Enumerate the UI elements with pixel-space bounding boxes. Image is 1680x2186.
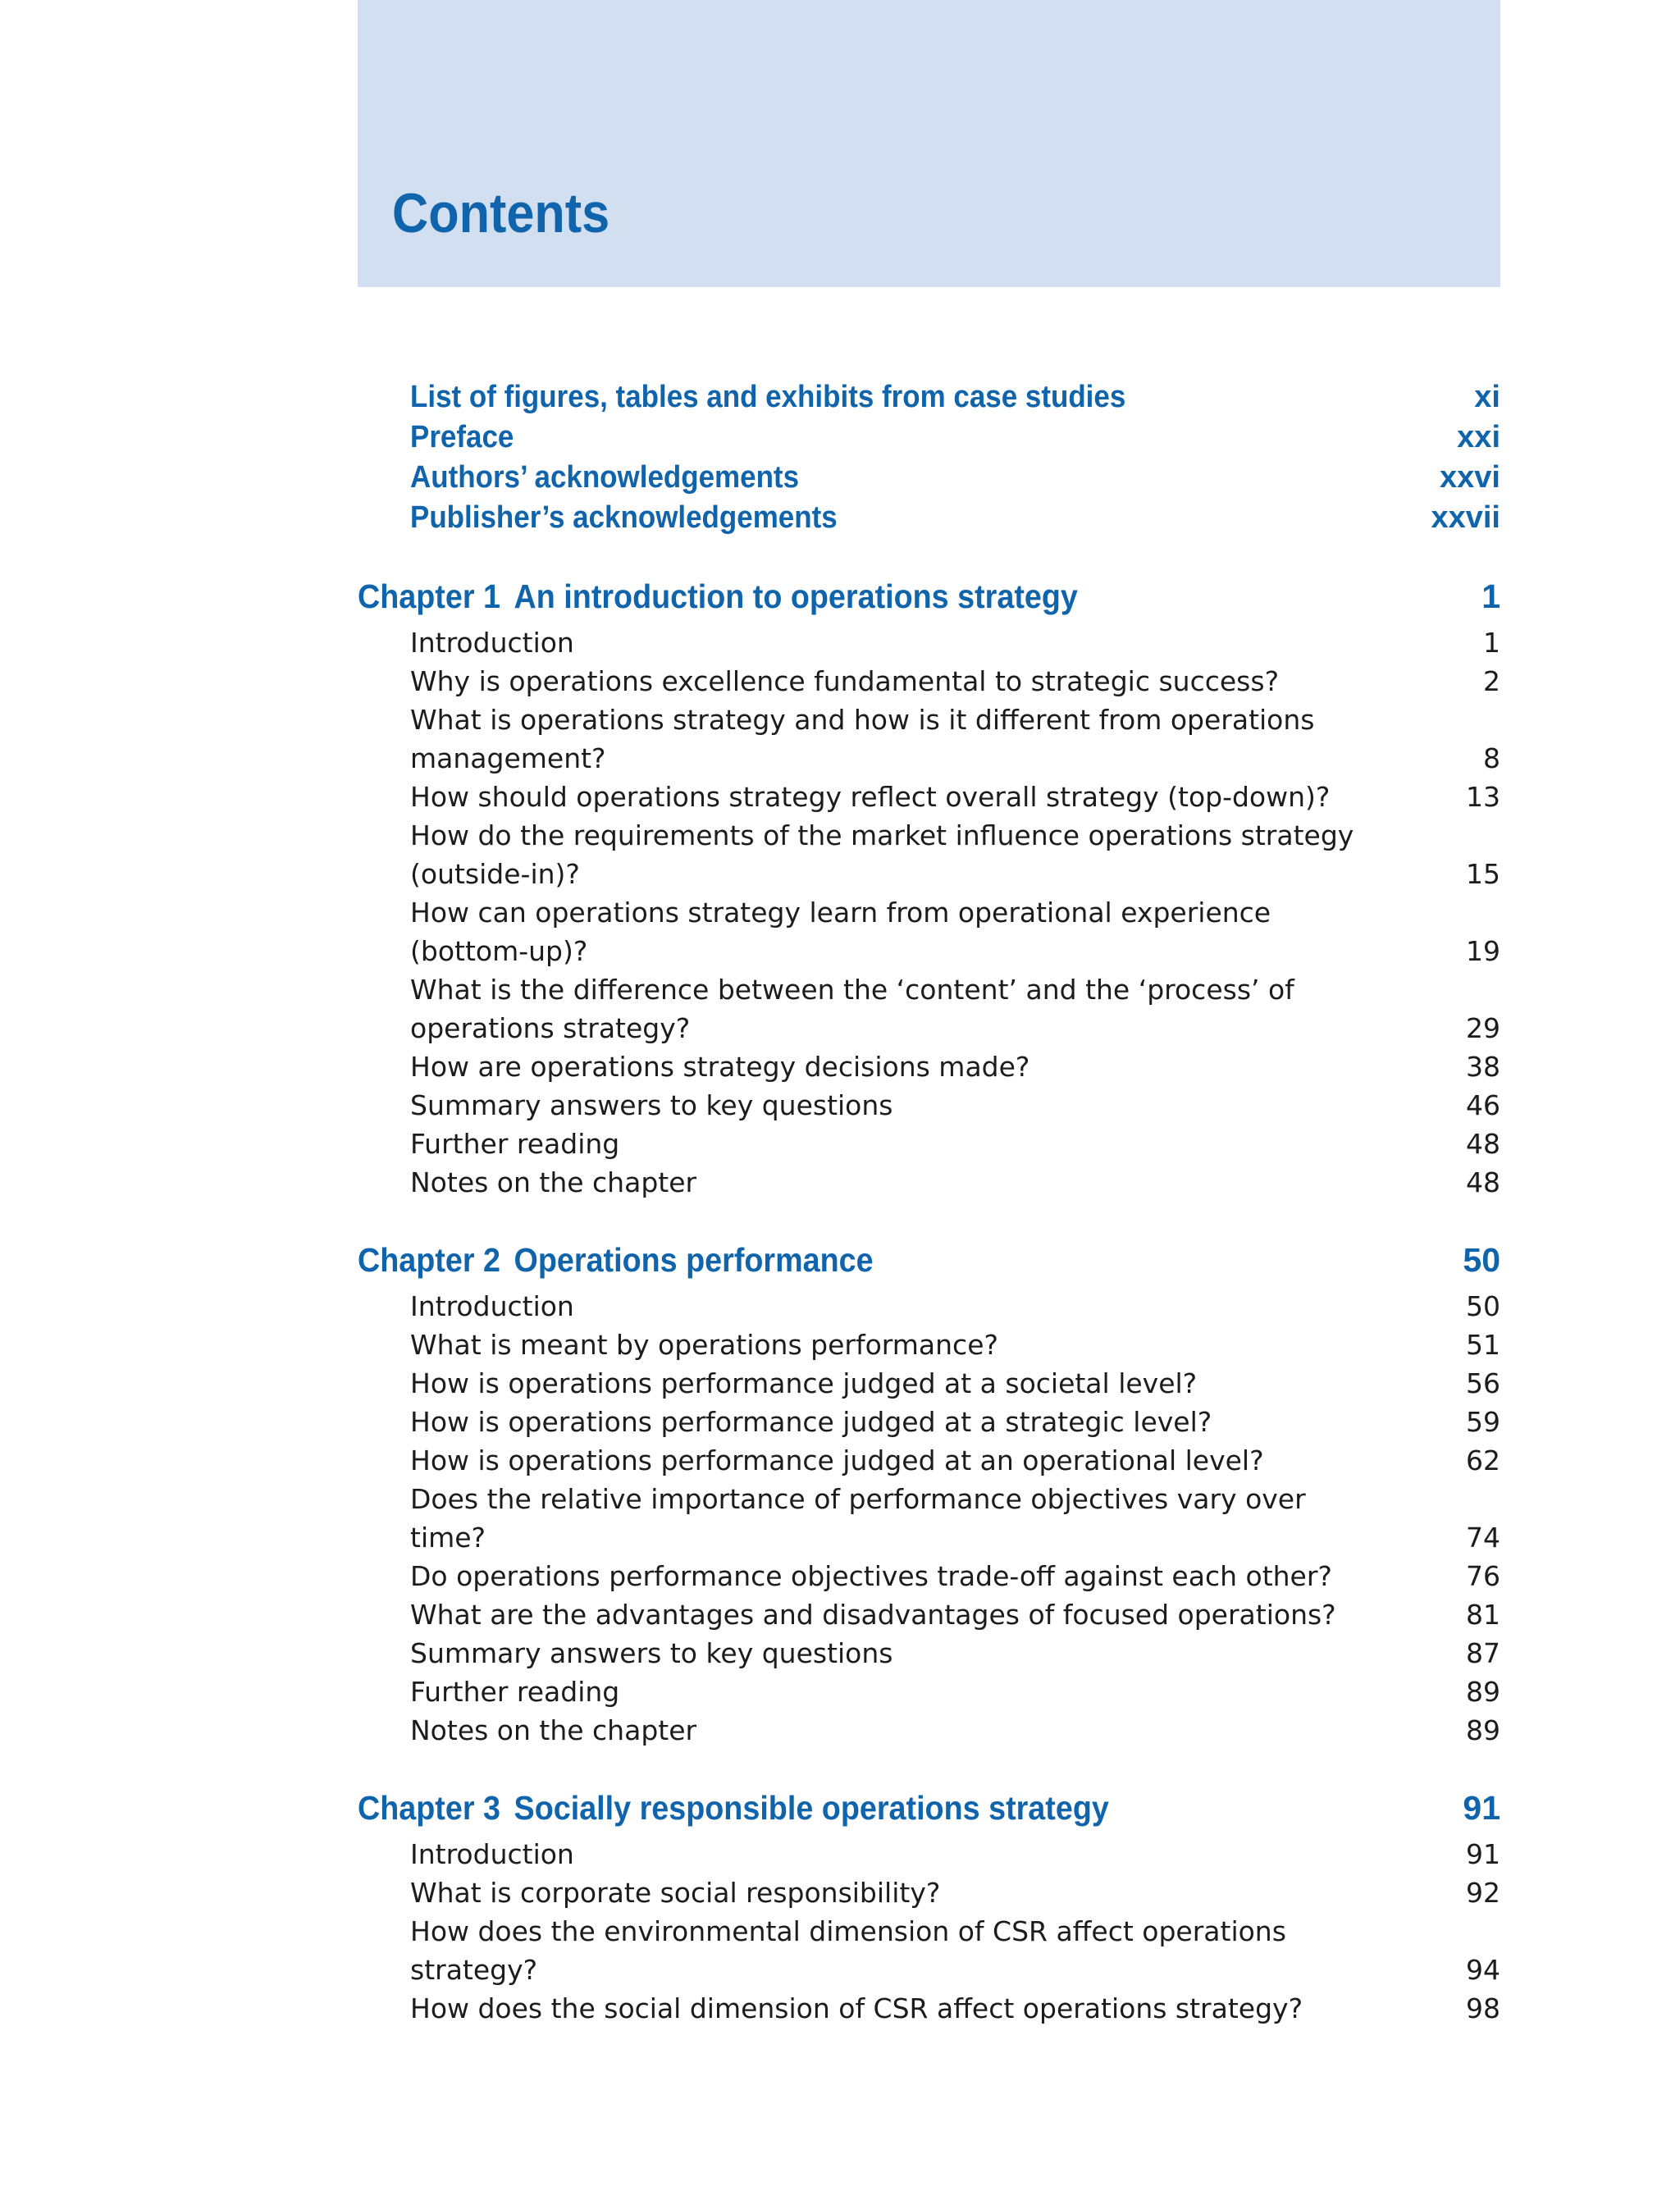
- page-title: Contents: [392, 182, 610, 244]
- page-number: 19: [1466, 935, 1500, 967]
- entry-title: How does the environmental dimension of CSR affect operations strategy?: [410, 1915, 1286, 1986]
- toc-entry[interactable]: [410, 816, 1500, 893]
- front-matter-title: Authors’ acknowledgements: [410, 460, 800, 495]
- page-number: 38: [1466, 1051, 1500, 1083]
- front-matter-title: Preface: [410, 420, 514, 454]
- toc-entry[interactable]: [410, 662, 1500, 701]
- page-number: xi: [1474, 380, 1500, 414]
- chapter-heading[interactable]: [358, 573, 1500, 620]
- entry-title: What is operations strategy and how is it different from operations management?: [410, 704, 1315, 774]
- entry-title: Summary answers to key questions: [410, 1637, 893, 1669]
- page-number: 50: [1466, 1290, 1500, 1322]
- entry-title: Notes on the chapter: [410, 1714, 697, 1746]
- page-number: 51: [1466, 1329, 1500, 1361]
- page-number: 89: [1466, 1676, 1500, 1708]
- entry-title: Do operations performance objectives trade-off against each other?: [410, 1560, 1332, 1592]
- page-number: 62: [1466, 1444, 1500, 1476]
- toc-entry[interactable]: [410, 1441, 1500, 1480]
- page-number: 74: [1466, 1522, 1500, 1554]
- entry-title: Introduction: [410, 1838, 574, 1870]
- entry-title: Summary answers to key questions: [410, 1089, 893, 1121]
- toc-entry[interactable]: [410, 1835, 1500, 1873]
- toc-entry[interactable]: [410, 1711, 1500, 1750]
- entry-title: What are the advantages and disadvantages of focused operations?: [410, 1599, 1336, 1631]
- chapter-heading-text: [358, 1236, 874, 1284]
- toc-entry[interactable]: [410, 1989, 1500, 2028]
- chapter-number: Chapter 1: [358, 577, 500, 615]
- chapter-page-number: 50: [1463, 1241, 1500, 1279]
- page-number: 92: [1466, 1877, 1500, 1909]
- chapter-title: Operations performance: [514, 1241, 874, 1279]
- page-number: 13: [1466, 781, 1500, 813]
- page-number: 81: [1466, 1599, 1500, 1631]
- entry-title: What is meant by operations performance?: [410, 1329, 999, 1361]
- front-matter-list: [410, 377, 1500, 538]
- toc-entry[interactable]: [410, 1047, 1500, 1086]
- entry-title: How is operations performance judged at a societal level?: [410, 1367, 1198, 1399]
- front-matter-item[interactable]: [410, 498, 1500, 538]
- toc-entry[interactable]: [410, 623, 1500, 662]
- page-number: 94: [1466, 1954, 1500, 1986]
- chapter-heading[interactable]: [358, 1784, 1500, 1832]
- page-number: 29: [1466, 1012, 1500, 1044]
- toc-entry[interactable]: [410, 1673, 1500, 1711]
- entry-title: What is the difference between the ‘content’ and the ‘process’ of operations strategy?: [410, 974, 1294, 1044]
- chapter-title: An introduction to operations strategy: [514, 577, 1078, 615]
- entry-title: Notes on the chapter: [410, 1166, 697, 1198]
- entry-title: How can operations strategy learn from operational experience (bottom-up)?: [410, 897, 1271, 967]
- page-number: 98: [1466, 1992, 1500, 2024]
- front-matter-item[interactable]: [410, 458, 1500, 498]
- chapter-number: Chapter 2: [358, 1241, 500, 1279]
- entry-title: Further reading: [410, 1128, 620, 1160]
- page-number: 87: [1466, 1637, 1500, 1669]
- entry-title: How is operations performance judged at a strategic level?: [410, 1406, 1212, 1438]
- page-number: 56: [1466, 1367, 1500, 1399]
- chapter-section: [358, 573, 1500, 1202]
- toc-entry[interactable]: [410, 1403, 1500, 1441]
- table-of-contents: [358, 377, 1500, 2028]
- toc-entry[interactable]: [410, 1557, 1500, 1595]
- chapter-entries: [410, 1287, 1500, 1750]
- toc-entry[interactable]: [410, 893, 1500, 970]
- entry-title: Introduction: [410, 627, 574, 659]
- entry-title: How are operations strategy decisions made?: [410, 1051, 1030, 1083]
- chapter-entries: [410, 623, 1500, 1202]
- page-number: 2: [1483, 665, 1500, 697]
- chapter-list: [358, 573, 1500, 2028]
- page-number: 15: [1466, 858, 1500, 890]
- toc-entry[interactable]: [410, 1287, 1500, 1326]
- front-matter-title: Publisher’s acknowledgements: [410, 500, 838, 535]
- page-number: 48: [1466, 1128, 1500, 1160]
- chapter-page-number: 91: [1463, 1789, 1500, 1827]
- front-matter-item[interactable]: [410, 418, 1500, 458]
- toc-entry[interactable]: [410, 1480, 1500, 1557]
- toc-entry[interactable]: [410, 1634, 1500, 1673]
- toc-entry[interactable]: [410, 1326, 1500, 1364]
- chapter-section: [358, 1236, 1500, 1750]
- chapter-section: [358, 1784, 1500, 2028]
- entry-title: Further reading: [410, 1676, 620, 1708]
- page-number: 91: [1466, 1838, 1500, 1870]
- toc-entry[interactable]: [410, 701, 1500, 778]
- toc-entry[interactable]: [410, 1912, 1500, 1989]
- toc-entry[interactable]: [410, 778, 1500, 816]
- toc-entry[interactable]: [410, 1125, 1500, 1163]
- entry-title: What is corporate social responsibility?: [410, 1877, 941, 1909]
- toc-entry[interactable]: [410, 1364, 1500, 1403]
- header-band: [358, 0, 1500, 287]
- toc-entry[interactable]: [410, 1873, 1500, 1912]
- toc-entry[interactable]: [410, 1163, 1500, 1202]
- chapter-entries: [410, 1835, 1500, 2028]
- page-number: 89: [1466, 1714, 1500, 1746]
- page-number: xxvii: [1431, 500, 1500, 535]
- chapter-number: Chapter 3: [358, 1789, 500, 1827]
- front-matter-item[interactable]: [410, 377, 1500, 418]
- entry-title: How does the social dimension of CSR affect operations strategy?: [410, 1992, 1303, 2024]
- page-number: xxi: [1457, 420, 1500, 454]
- page-number: 8: [1483, 742, 1500, 774]
- toc-entry[interactable]: [410, 1595, 1500, 1634]
- chapter-heading-text: [358, 1784, 1109, 1832]
- page-number: 59: [1466, 1406, 1500, 1438]
- chapter-heading-text: [358, 573, 1078, 620]
- page-number: xxvi: [1440, 460, 1500, 495]
- entry-title: How do the requirements of the market influence operations strategy (outside-in)?: [410, 819, 1354, 890]
- entry-title: Does the relative importance of performance objectives vary over time?: [410, 1483, 1306, 1554]
- entry-title: Why is operations excellence fundamental to strategic success?: [410, 665, 1280, 697]
- toc-entry[interactable]: [410, 970, 1500, 1047]
- page-number: 48: [1466, 1166, 1500, 1198]
- chapter-title: Socially responsible operations strategy: [514, 1789, 1109, 1827]
- front-matter-title: List of figures, tables and exhibits from case studies: [410, 380, 1126, 414]
- entry-title: Introduction: [410, 1290, 574, 1322]
- page-number: 76: [1466, 1560, 1500, 1592]
- entry-title: How is operations performance judged at an operational level?: [410, 1444, 1264, 1476]
- page-number: 1: [1483, 627, 1500, 659]
- entry-title: How should operations strategy reflect overall strategy (top-down)?: [410, 781, 1331, 813]
- toc-entry[interactable]: [410, 1086, 1500, 1125]
- chapter-page-number: 1: [1481, 577, 1500, 615]
- page-number: 46: [1466, 1089, 1500, 1121]
- chapter-heading[interactable]: [358, 1236, 1500, 1284]
